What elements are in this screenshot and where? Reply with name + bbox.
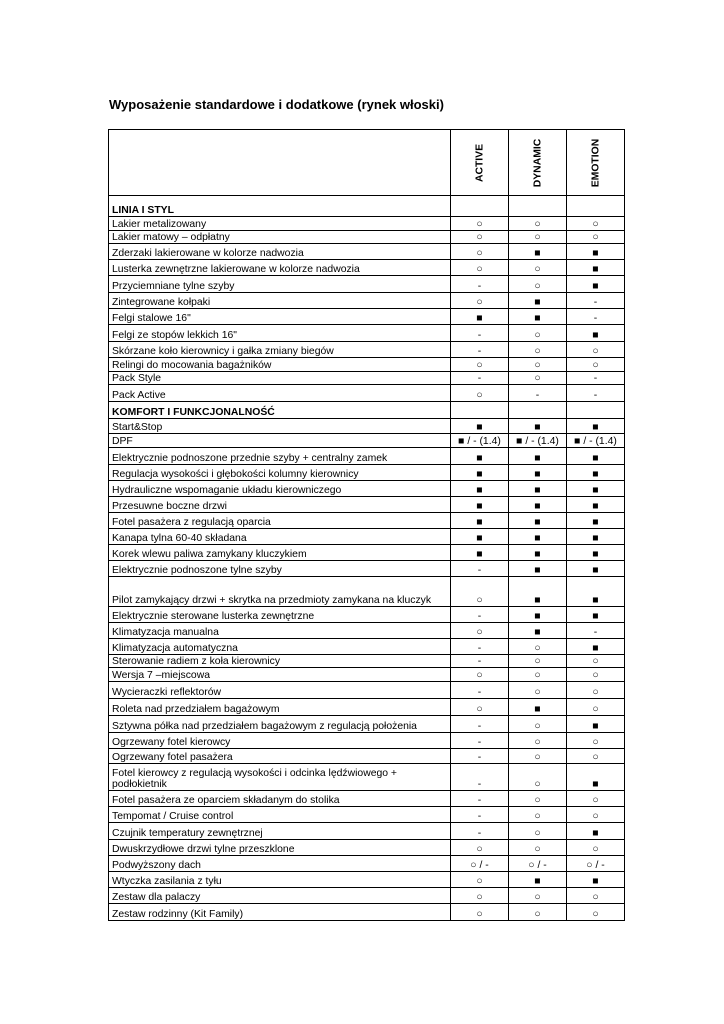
value-emotion: ■ <box>567 325 625 342</box>
value-dynamic: ■ <box>509 623 567 639</box>
feature-label: Przyciemniane tylne szyby <box>109 276 451 293</box>
value-dynamic: ○ <box>509 733 567 749</box>
feature-label: Pack Active <box>109 385 451 402</box>
feature-label: Klimatyzacja automatyczna <box>109 639 451 655</box>
feature-label: Start&Stop <box>109 419 451 434</box>
feature-label: Czujnik temperatury zewnętrznej <box>109 823 451 840</box>
value-active: ○ <box>451 293 509 309</box>
value-emotion: ○ <box>567 733 625 749</box>
value-dynamic: ■ <box>509 293 567 309</box>
value-emotion: ○ <box>567 217 625 231</box>
table-row <box>109 434 625 448</box>
value-active: ○ <box>451 904 509 921</box>
value-dynamic: ○ <box>509 904 567 921</box>
value-emotion: - <box>567 372 625 385</box>
value-emotion: ○ <box>567 904 625 921</box>
value-emotion: ■ <box>567 419 625 434</box>
value-dynamic: ■ <box>509 545 567 561</box>
table-row <box>109 764 625 791</box>
value-dynamic: ○ / - <box>509 856 567 872</box>
feature-label: Zestaw rodzinny (Kit Family) <box>109 904 451 921</box>
table-row <box>109 465 625 481</box>
value-active: ○ <box>451 231 509 244</box>
value-active: ○ <box>451 244 509 260</box>
value-active: ○ <box>451 623 509 639</box>
value-dynamic: ○ <box>509 840 567 856</box>
value-emotion: ■ / - (1.4) <box>567 434 625 448</box>
table-row <box>109 358 625 372</box>
value-emotion: ■ <box>567 497 625 513</box>
feature-label: Felgi stalowe 16" <box>109 309 451 325</box>
value-dynamic: ○ <box>509 260 567 276</box>
feature-label: Wersja 7 –miejscowa <box>109 668 451 682</box>
value-dynamic: ○ <box>509 807 567 823</box>
value-emotion <box>567 402 625 419</box>
table-row <box>109 904 625 921</box>
value-dynamic: - <box>509 385 567 402</box>
feature-label: Regulacja wysokości i głębokości kolumny kierownicy <box>109 465 451 481</box>
table-row <box>109 325 625 342</box>
value-dynamic: ■ <box>509 497 567 513</box>
value-emotion: ■ <box>567 872 625 888</box>
value-active: - <box>451 764 509 791</box>
value-active: ■ <box>451 481 509 497</box>
table-row <box>109 623 625 639</box>
feature-label: DPF <box>109 434 451 448</box>
value-active: - <box>451 716 509 733</box>
value-active: ■ <box>451 465 509 481</box>
value-dynamic: ■ <box>509 561 567 577</box>
feature-label: Zderzaki lakierowane w kolorze nadwozia <box>109 244 451 260</box>
value-dynamic: ■ <box>509 872 567 888</box>
table-header-row <box>109 130 625 196</box>
table-row <box>109 385 625 402</box>
table-row <box>109 639 625 655</box>
value-dynamic: ■ <box>509 699 567 716</box>
value-active: ○ <box>451 577 509 607</box>
feature-label: Hydrauliczne wspomaganie układu kierowniczego <box>109 481 451 497</box>
value-active: ○ <box>451 840 509 856</box>
value-emotion: ○ <box>567 668 625 682</box>
feature-label: Ogrzewany fotel kierowcy <box>109 733 451 749</box>
table-row <box>109 682 625 699</box>
value-emotion: - <box>567 623 625 639</box>
value-dynamic: ○ <box>509 655 567 668</box>
value-active: - <box>451 639 509 655</box>
value-emotion: ■ <box>567 545 625 561</box>
section-label: LINIA I STYL <box>109 196 451 217</box>
table-row <box>109 481 625 497</box>
value-emotion: ■ <box>567 577 625 607</box>
value-dynamic: ○ <box>509 823 567 840</box>
table-row <box>109 217 625 231</box>
value-dynamic: ○ <box>509 888 567 904</box>
feature-label: Pack Style <box>109 372 451 385</box>
header-emotion <box>567 130 625 196</box>
value-emotion: ■ <box>567 276 625 293</box>
equipment-table <box>108 129 625 921</box>
value-dynamic: ○ <box>509 749 567 764</box>
value-active: - <box>451 372 509 385</box>
section-row <box>109 196 625 217</box>
feature-label: Elektrycznie sterowane lusterka zewnętrzne <box>109 607 451 623</box>
value-active: ○ / - <box>451 856 509 872</box>
header-dynamic <box>509 130 567 196</box>
value-emotion: - <box>567 293 625 309</box>
table-row <box>109 668 625 682</box>
table-row <box>109 577 625 607</box>
value-dynamic: ■ <box>509 513 567 529</box>
feature-label: Tempomat / Cruise control <box>109 807 451 823</box>
value-emotion: ○ / - <box>567 856 625 872</box>
value-active: ○ <box>451 358 509 372</box>
value-dynamic: ■ <box>509 244 567 260</box>
value-dynamic: ■ <box>509 465 567 481</box>
table-row <box>109 791 625 807</box>
value-dynamic: ○ <box>509 217 567 231</box>
header-blank-cell <box>109 130 451 196</box>
value-emotion: ■ <box>567 561 625 577</box>
feature-label: Kanapa tylna 60-40 składana <box>109 529 451 545</box>
value-dynamic: ○ <box>509 682 567 699</box>
value-active: - <box>451 342 509 358</box>
value-dynamic: ■ <box>509 529 567 545</box>
feature-label: Roleta nad przedziałem bagażowym <box>109 699 451 716</box>
value-emotion: ○ <box>567 231 625 244</box>
table-row <box>109 856 625 872</box>
value-dynamic: ○ <box>509 668 567 682</box>
value-emotion: ○ <box>567 749 625 764</box>
feature-label: Skórzane koło kierownicy i gałka zmiany biegów <box>109 342 451 358</box>
table-row <box>109 807 625 823</box>
value-emotion: ○ <box>567 682 625 699</box>
feature-label: Ogrzewany fotel pasażera <box>109 749 451 764</box>
feature-label: Zintegrowane kołpaki <box>109 293 451 309</box>
value-active: ■ <box>451 545 509 561</box>
header-active <box>451 130 509 196</box>
table-row <box>109 607 625 623</box>
value-emotion: ■ <box>567 764 625 791</box>
value-dynamic: ■ <box>509 577 567 607</box>
value-active: ○ <box>451 872 509 888</box>
page-title: Wyposażenie standardowe i dodatkowe (rynek włoski) <box>109 97 444 112</box>
feature-label: Elektrycznie podnoszone tylne szyby <box>109 561 451 577</box>
value-dynamic: ○ <box>509 342 567 358</box>
value-emotion: ■ <box>567 481 625 497</box>
value-dynamic: ○ <box>509 358 567 372</box>
value-active: - <box>451 325 509 342</box>
value-active: - <box>451 276 509 293</box>
value-dynamic: ■ <box>509 419 567 434</box>
value-active: - <box>451 561 509 577</box>
feature-label: Felgi ze stopów lekkich 16" <box>109 325 451 342</box>
value-emotion: ■ <box>567 716 625 733</box>
value-emotion <box>567 196 625 217</box>
table-row <box>109 699 625 716</box>
value-dynamic: ■ <box>509 607 567 623</box>
value-emotion: ■ <box>567 513 625 529</box>
table-row <box>109 872 625 888</box>
value-active: - <box>451 682 509 699</box>
value-emotion: ○ <box>567 342 625 358</box>
value-active: ■ <box>451 309 509 325</box>
value-dynamic: ■ <box>509 448 567 465</box>
value-active: - <box>451 823 509 840</box>
value-active <box>451 402 509 419</box>
table-row <box>109 448 625 465</box>
value-active: ■ <box>451 529 509 545</box>
table-row <box>109 733 625 749</box>
feature-label: Relingi do mocowania bagażników <box>109 358 451 372</box>
value-dynamic: ○ <box>509 791 567 807</box>
feature-label: Sztywna półka nad przedziałem bagażowym z regulacją położenia <box>109 716 451 733</box>
table-row <box>109 840 625 856</box>
value-active: ○ <box>451 888 509 904</box>
value-dynamic: ■ <box>509 309 567 325</box>
feature-label: Korek wlewu paliwa zamykany kluczykiem <box>109 545 451 561</box>
feature-label: Sterowanie radiem z koła kierownicy <box>109 655 451 668</box>
feature-label: Wtyczka zasilania z tyłu <box>109 872 451 888</box>
value-active: ○ <box>451 385 509 402</box>
value-active: ■ <box>451 497 509 513</box>
table-row <box>109 529 625 545</box>
value-emotion: ■ <box>567 529 625 545</box>
section-row <box>109 402 625 419</box>
table-row <box>109 244 625 260</box>
header-emotion-label: EMOTION <box>590 138 601 187</box>
feature-label: Wycieraczki reflektorów <box>109 682 451 699</box>
header-dynamic-label: DYNAMIC <box>532 138 543 187</box>
table-row <box>109 716 625 733</box>
value-dynamic: ○ <box>509 372 567 385</box>
value-dynamic <box>509 402 567 419</box>
table-row <box>109 293 625 309</box>
value-active: - <box>451 807 509 823</box>
feature-label: Elektrycznie podnoszone przednie szyby + centralny zamek <box>109 448 451 465</box>
value-active: - <box>451 733 509 749</box>
value-active: ○ <box>451 217 509 231</box>
value-emotion: ■ <box>567 260 625 276</box>
table-row <box>109 655 625 668</box>
feature-label: Lakier metalizowany <box>109 217 451 231</box>
table-row <box>109 231 625 244</box>
value-active: ■ <box>451 513 509 529</box>
section-label: KOMFORT I FUNKCJONALNOŚĆ <box>109 402 451 419</box>
value-emotion: ○ <box>567 699 625 716</box>
value-dynamic: ○ <box>509 716 567 733</box>
value-active: ○ <box>451 260 509 276</box>
value-active: ■ / - (1.4) <box>451 434 509 448</box>
value-active: - <box>451 655 509 668</box>
table-row <box>109 419 625 434</box>
feature-label: Lakier matowy – odpłatny <box>109 231 451 244</box>
value-dynamic: ○ <box>509 276 567 293</box>
table-row <box>109 545 625 561</box>
feature-label: Klimatyzacja manualna <box>109 623 451 639</box>
table-row <box>109 342 625 358</box>
value-dynamic: ■ / - (1.4) <box>509 434 567 448</box>
table-row <box>109 497 625 513</box>
value-emotion: ○ <box>567 358 625 372</box>
value-emotion: ■ <box>567 244 625 260</box>
table-row <box>109 823 625 840</box>
value-dynamic <box>509 196 567 217</box>
value-emotion: - <box>567 309 625 325</box>
header-active-label: ACTIVE <box>474 143 485 182</box>
value-emotion: ■ <box>567 448 625 465</box>
value-dynamic: ○ <box>509 639 567 655</box>
value-active: ■ <box>451 448 509 465</box>
feature-label: Fotel kierowcy z regulacją wysokości i odcinka lędźwiowego + podłokietnik <box>109 764 451 791</box>
feature-label: Fotel pasażera ze oparciem składanym do stolika <box>109 791 451 807</box>
value-active: ○ <box>451 699 509 716</box>
table-row <box>109 561 625 577</box>
value-active: - <box>451 749 509 764</box>
value-emotion: ○ <box>567 655 625 668</box>
value-emotion: ○ <box>567 807 625 823</box>
value-dynamic: ○ <box>509 231 567 244</box>
table-row <box>109 513 625 529</box>
feature-label: Zestaw dla palaczy <box>109 888 451 904</box>
table-row <box>109 276 625 293</box>
value-emotion: - <box>567 385 625 402</box>
feature-label: Przesuwne boczne drzwi <box>109 497 451 513</box>
value-emotion: ■ <box>567 823 625 840</box>
value-active: ■ <box>451 419 509 434</box>
table-row <box>109 749 625 764</box>
feature-label: Pilot zamykający drzwi + skrytka na przedmioty zamykana na kluczyk <box>109 577 451 607</box>
feature-label: Fotel pasażera z regulacją oparcia <box>109 513 451 529</box>
value-emotion: ○ <box>567 791 625 807</box>
value-dynamic: ○ <box>509 325 567 342</box>
feature-label: Podwyższony dach <box>109 856 451 872</box>
value-emotion: ■ <box>567 639 625 655</box>
value-emotion: ○ <box>567 840 625 856</box>
table-row <box>109 260 625 276</box>
value-active: - <box>451 607 509 623</box>
value-dynamic: ○ <box>509 764 567 791</box>
feature-label: Dwuskrzydłowe drzwi tylne przeszklone <box>109 840 451 856</box>
table-row <box>109 888 625 904</box>
feature-label: Lusterka zewnętrzne lakierowane w kolorze nadwozia <box>109 260 451 276</box>
value-emotion: ■ <box>567 465 625 481</box>
value-emotion: ■ <box>567 607 625 623</box>
table-row <box>109 309 625 325</box>
value-dynamic: ■ <box>509 481 567 497</box>
value-active: ○ <box>451 668 509 682</box>
value-active: - <box>451 791 509 807</box>
table-row <box>109 372 625 385</box>
value-emotion: ○ <box>567 888 625 904</box>
equipment-table-body <box>109 130 625 921</box>
value-active <box>451 196 509 217</box>
